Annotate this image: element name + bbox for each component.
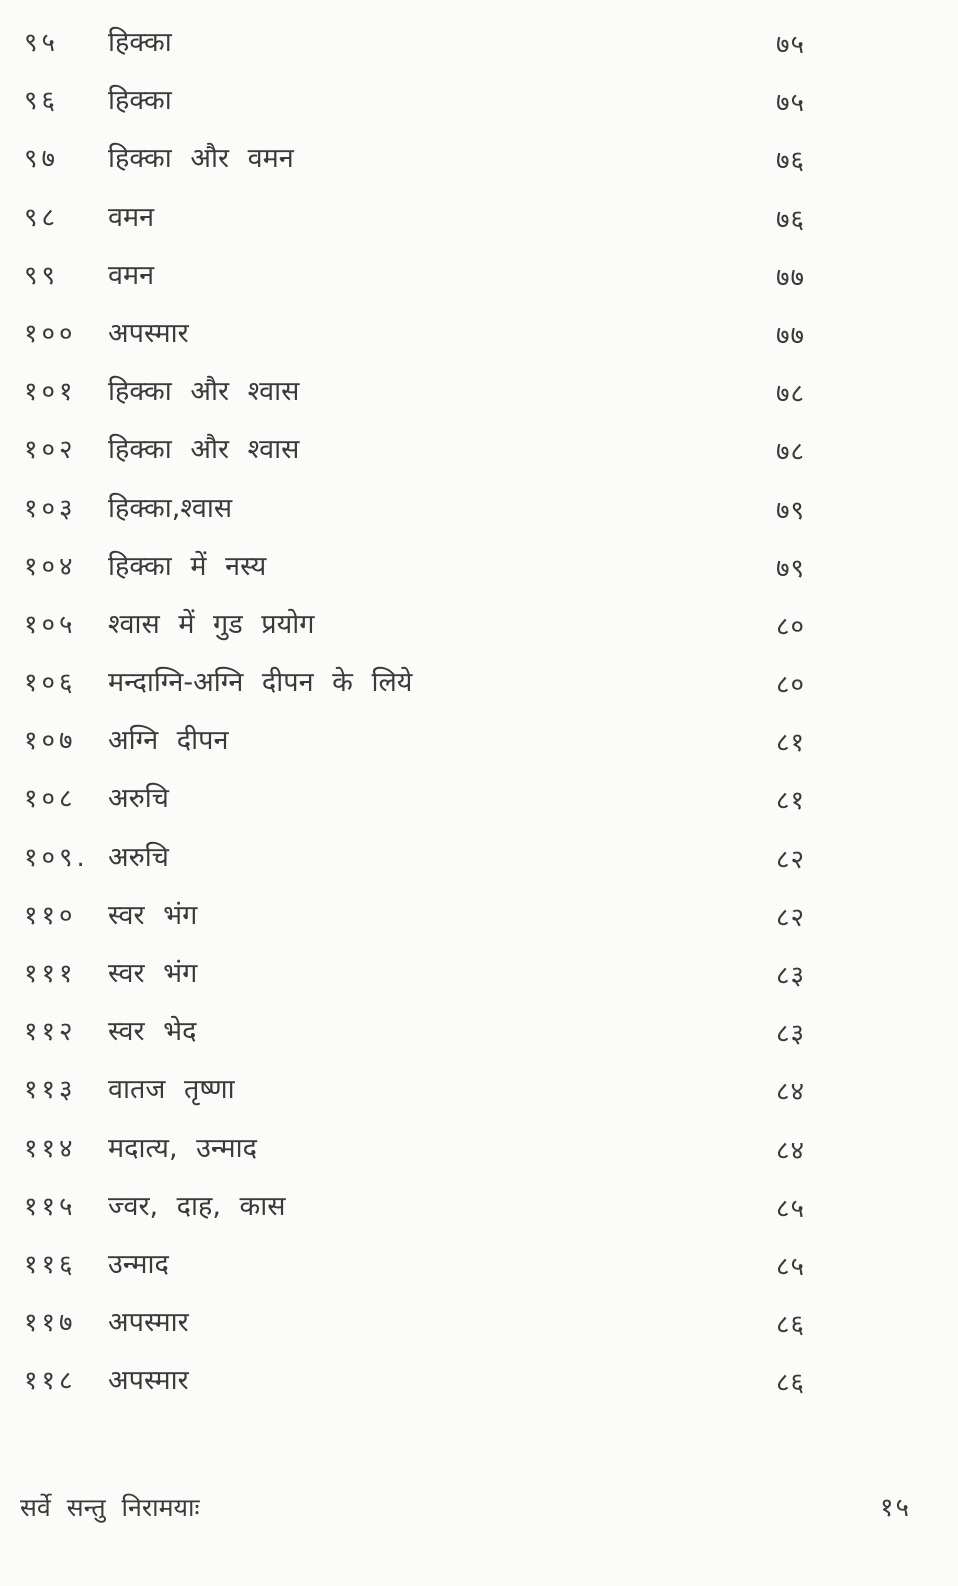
toc-entry-number: ९७	[24, 144, 60, 175]
footer-motto: सर्वे सन्तु निरामयाः	[20, 1493, 200, 1522]
toc-entry-page: ८५	[776, 1193, 806, 1224]
toc-entry	[0, 1003, 958, 1061]
toc-entry-page: ८३	[776, 1019, 806, 1050]
toc-entry	[0, 1352, 958, 1410]
toc-entry-number: १०८	[24, 784, 77, 815]
table-of-contents	[0, 14, 958, 1411]
toc-entry-number: ९८	[24, 202, 60, 233]
toc-entry-page: ८४	[776, 1077, 806, 1108]
toc-entry	[0, 887, 958, 945]
toc-entry-page: ८१	[776, 786, 806, 817]
toc-entry-page: ७५	[776, 30, 806, 60]
toc-entry-title: स्वर भेद	[108, 1016, 197, 1048]
toc-entry-number: ११२	[24, 1017, 77, 1048]
toc-entry-page: ७७	[776, 320, 806, 351]
toc-entry	[0, 72, 958, 130]
toc-entry	[0, 829, 958, 887]
toc-entry-number: ११८	[24, 1366, 77, 1397]
toc-entry-title: हिक्का और वमन	[108, 143, 294, 175]
toc-entry-number: १००	[24, 318, 77, 349]
toc-entry-title: उन्माद	[108, 1248, 169, 1280]
toc-entry-number: ११६	[24, 1249, 77, 1280]
toc-entry-number: १०७	[24, 726, 77, 757]
toc-entry	[0, 538, 958, 596]
toc-entry-title: ज्वर, दाह, कास	[108, 1190, 286, 1222]
toc-entry-title: हिक्का	[108, 27, 172, 58]
toc-entry-number: ११७	[24, 1308, 77, 1339]
toc-entry	[0, 189, 958, 247]
toc-entry	[0, 712, 958, 770]
toc-entry-page: ७८	[776, 379, 806, 410]
toc-entry-number: १०४	[24, 551, 77, 582]
toc-entry-number: ९६	[24, 86, 60, 117]
toc-entry	[0, 1178, 958, 1236]
toc-entry-title: अपस्मार	[108, 1365, 189, 1397]
toc-entry-number: ११५	[24, 1191, 77, 1222]
toc-entry	[0, 1120, 958, 1178]
toc-entry-page: ८०	[776, 611, 806, 642]
toc-entry-title: अपस्मार	[108, 1307, 189, 1339]
toc-entry-number: ११०	[24, 900, 77, 931]
toc-entry-page: ७५	[776, 88, 806, 119]
toc-entry-page: ८५	[776, 1251, 806, 1282]
toc-entry-number: ९५	[24, 28, 60, 58]
toc-entry-number: १०५	[24, 609, 77, 640]
toc-entry	[0, 770, 958, 828]
toc-entry	[0, 1294, 958, 1352]
toc-entry-title: अरुचि	[108, 783, 169, 815]
toc-entry-title: हिक्का और श्वास	[108, 376, 300, 408]
toc-entry-page: ८४	[776, 1135, 806, 1166]
toc-entry-page: ७६	[776, 146, 806, 177]
toc-entry	[0, 14, 958, 72]
toc-entry-number: ९९	[24, 260, 60, 291]
toc-entry	[0, 247, 958, 305]
toc-entry-page: ७८	[776, 437, 806, 468]
toc-entry	[0, 1061, 958, 1119]
toc-entry-title: अपस्मार	[108, 317, 189, 349]
toc-entry-page: ७९	[776, 495, 806, 526]
toc-entry-number: १०२	[24, 435, 77, 466]
footer-page-number: १५	[880, 1493, 912, 1523]
toc-entry-number: ११४	[24, 1133, 77, 1164]
toc-entry	[0, 1236, 958, 1294]
toc-entry-title: अरुचि	[108, 841, 169, 873]
toc-entry-number: १०६	[24, 668, 77, 699]
toc-entry-title: हिक्का और श्वास	[108, 434, 300, 466]
toc-entry-page: ८६	[776, 1310, 806, 1341]
toc-entry	[0, 305, 958, 363]
toc-entry-number: १०३	[24, 493, 77, 524]
toc-entry-number: १०१	[24, 377, 77, 408]
toc-entry-title: स्वर भंग	[108, 899, 198, 931]
toc-entry-title: वातज तृष्णा	[108, 1074, 235, 1106]
toc-entry-page: ८१	[776, 728, 806, 759]
toc-entry	[0, 421, 958, 479]
toc-entry-title: श्वास में गुड प्रयोग	[108, 608, 315, 640]
toc-entry-title: हिक्का	[108, 85, 172, 117]
toc-entry-title: मन्दाग्नि-अग्नि दीपन के लिये	[108, 667, 413, 699]
toc-entry-page: ८३	[776, 961, 806, 991]
toc-entry-page: ८२	[776, 844, 806, 875]
toc-entry-title: अग्नि दीपन	[108, 725, 229, 757]
toc-entry-title: वमन	[108, 259, 155, 291]
toc-entry-page: ८६	[776, 1368, 806, 1399]
toc-entry-title: हिक्का,श्वास	[108, 492, 233, 524]
toc-entry-number: १०९.	[24, 842, 89, 873]
toc-entry	[0, 363, 958, 421]
toc-entry-title: स्वर भंग	[108, 958, 198, 989]
toc-entry-page: ८०	[776, 670, 806, 701]
toc-entry	[0, 654, 958, 712]
toc-entry-page: ७९	[776, 553, 806, 584]
toc-entry-number: १११	[24, 959, 77, 989]
toc-entry-page: ७७	[776, 262, 806, 293]
toc-entry-title: मदात्य, उन्माद	[108, 1132, 257, 1164]
toc-entry-number: ११३	[24, 1075, 77, 1106]
toc-entry-title: वमन	[108, 201, 155, 233]
toc-entry-page: ७६	[776, 204, 806, 235]
toc-entry	[0, 130, 958, 188]
toc-entry-page: ८२	[776, 902, 806, 933]
page-footer	[0, 1488, 958, 1538]
toc-entry-title: हिक्का में नस्य	[108, 550, 267, 582]
toc-entry	[0, 596, 958, 654]
toc-entry	[0, 480, 958, 538]
toc-entry	[0, 945, 958, 1003]
